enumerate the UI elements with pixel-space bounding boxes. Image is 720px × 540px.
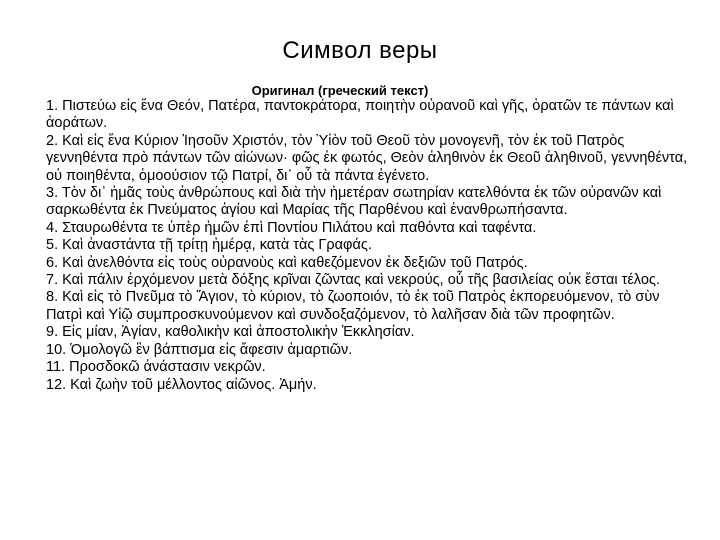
creed-verse-10: 10. Ὁμολογῶ ἓν βάπτισμα εἰς ἄφεσιν ἁμαρτιῶν.: [46, 341, 353, 358]
creed-verse-7: 7. Καὶ πάλιν ἐρχόμενον μετὰ δόξης κρῖναι ζῶντας καὶ νεκρούς, οὗ τῆς βασιλείας οὐκ ἔσται τέλος.: [46, 272, 660, 289]
slide-title: Символ веры: [282, 37, 438, 64]
creed-verse-9: 9. Εἰς μίαν, Ἁγίαν, καθολικὴν καὶ ἀποστολικὴν Ἐκκλησίαν.: [46, 324, 415, 341]
creed-verse-12: 12. Καὶ ζωὴν τοῦ μέλλοντος αἰῶνος. Ἀμήν.: [46, 376, 317, 393]
creed-verse-5: 5. Καὶ ἀναστάντα τῇ τρίτῃ ἡμέρᾳ, κατὰ τὰς Γραφάς.: [46, 237, 372, 254]
creed-verse-list: [46, 98, 696, 394]
creed-verse-3: 3. Τὸν δι᾽ ἡμᾶς τοὺς ἀνθρώπους καὶ διὰ τὴν ἡμετέραν σωτηρίαν κατελθόντα ἐκ τῶν οὐρανῶν καὶ σαρκωθέντα ἐκ Πνεύματος ἁγίου καὶ Μαρίας τῆς Παρθένου καὶ ἐνανθρωπήσαντα.: [46, 185, 662, 219]
creed-verse-6: 6. Καὶ ἀνελθόντα εἰς τοὺς οὐρανοὺς καὶ καθεζόμενον ἐκ δεξιῶν τοῦ Πατρός.: [46, 254, 528, 271]
creed-verse-8: 8. Καὶ εἰς τὸ Πνεῦμα τὸ Ἅγιον, τὸ κύριον, τὸ ζωοποιόν, τὸ ἐκ τοῦ Πατρὸς ἐκπορευόμενον, τὸ σὺν Πατρὶ καὶ Υἱῷ συμπροσκυνούμενον καὶ συνδοξαζόμενον, τὸ λαλῆσαν διὰ τῶν προφητῶν.: [46, 289, 660, 323]
creed-verse-4: 4. Σταυρωθέντα τε ὑπὲρ ἡμῶν ἐπὶ Ποντίου Πιλάτου καὶ παθόντα καὶ ταφέντα.: [46, 219, 537, 236]
slide-subtitle: Оригинал (греческий текст): [251, 83, 429, 98]
creed-verse-2: 2. Καὶ εἰς ἕνα Κύριον Ἰησοῦν Χριστόν, τὸν Ὑἱὸν τοῦ Θεοῦ τὸν μονογενῆ, τὸν ἐκ τοῦ Πατρὸς γεννηθέντα πρὸ πάντων τῶν αἰώνων· φῶς ἐκ φωτός, Θεὸν ἀληθινὸν ἐκ Θεοῦ ἀληθινοῦ, γεννηθέντα, οὐ ποιηθέντα, ὁμοούσιον τῷ Πατρί, δι᾽ οὗ τὰ πάντα ἐγένετο.: [46, 132, 688, 184]
creed-verse-1: 1. Πιστεύω εἰς ἕνα Θεόν, Πατέρα, παντοκράτορα, ποιητὴν οὐρανοῦ καὶ γῆς, ὁρατῶν τε πάντων καὶ ἀοράτων.: [46, 98, 674, 132]
creed-verse-11: 11. Προσδοκῶ ἀνάστασιν νεκρῶν.: [46, 359, 266, 376]
